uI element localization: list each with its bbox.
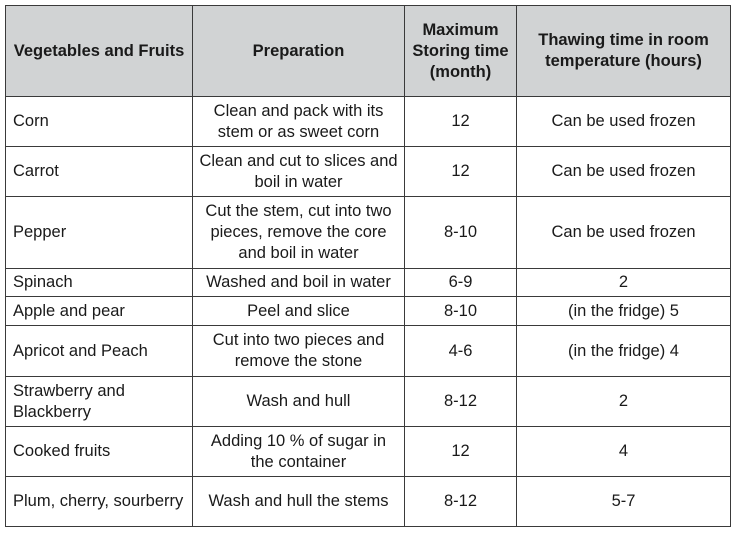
preparation-cell: Cut into two pieces and remove the stone xyxy=(193,326,405,377)
item-cell: Strawberry and Blackberry xyxy=(6,377,193,427)
thawing-time-cell: 4 xyxy=(517,427,731,477)
storing-time-cell: 4-6 xyxy=(405,326,517,377)
storing-time-cell: 12 xyxy=(405,427,517,477)
preparation-cell: Wash and hull the stems xyxy=(193,477,405,527)
storing-time-cell: 12 xyxy=(405,147,517,197)
preparation-cell: Washed and boil in water xyxy=(193,269,405,297)
storing-time-cell: 6-9 xyxy=(405,269,517,297)
storage-table xyxy=(5,5,731,527)
storing-time-cell: 12 xyxy=(405,97,517,147)
preparation-cell: Peel and slice xyxy=(193,297,405,326)
preparation-cell: Clean and cut to slices and boil in water xyxy=(193,147,405,197)
item-cell: Apple and pear xyxy=(6,297,193,326)
table-row xyxy=(6,297,731,326)
item-cell: Corn xyxy=(6,97,193,147)
item-cell: Pepper xyxy=(6,197,193,269)
thawing-time-cell: Can be used frozen xyxy=(517,147,731,197)
thawing-time-cell: Can be used frozen xyxy=(517,97,731,147)
table-row xyxy=(6,269,731,297)
header-row xyxy=(6,6,731,97)
header-max-storing-time: Maximum Storing time (month) xyxy=(405,6,517,97)
thawing-time-cell: 5-7 xyxy=(517,477,731,527)
storing-time-cell: 8-12 xyxy=(405,477,517,527)
table-row xyxy=(6,477,731,527)
preparation-cell: Wash and hull xyxy=(193,377,405,427)
item-cell: Plum, cherry, sourberry xyxy=(6,477,193,527)
item-cell: Carrot xyxy=(6,147,193,197)
thawing-time-cell: 2 xyxy=(517,377,731,427)
storing-time-cell: 8-10 xyxy=(405,197,517,269)
table-row xyxy=(6,197,731,269)
thawing-time-cell: 2 xyxy=(517,269,731,297)
thawing-time-cell: (in the fridge) 4 xyxy=(517,326,731,377)
thawing-time-cell: Can be used frozen xyxy=(517,197,731,269)
header-vegetables-fruits: Vegetables and Fruits xyxy=(6,6,193,97)
storing-time-cell: 8-12 xyxy=(405,377,517,427)
table-row xyxy=(6,147,731,197)
table-row xyxy=(6,97,731,147)
item-cell: Cooked fruits xyxy=(6,427,193,477)
thawing-time-cell: (in the fridge) 5 xyxy=(517,297,731,326)
item-cell: Apricot and Peach xyxy=(6,326,193,377)
storing-time-cell: 8-10 xyxy=(405,297,517,326)
item-cell: Spinach xyxy=(6,269,193,297)
table-row xyxy=(6,326,731,377)
table-row xyxy=(6,427,731,477)
header-preparation: Preparation xyxy=(193,6,405,97)
preparation-cell: Adding 10 % of sugar in the container xyxy=(193,427,405,477)
preparation-cell: Clean and pack with its stem or as sweet corn xyxy=(193,97,405,147)
table-row xyxy=(6,377,731,427)
preparation-cell: Cut the stem, cut into two pieces, remove the core and boil in water xyxy=(193,197,405,269)
header-thawing-time: Thawing time in room temperature (hours) xyxy=(517,6,731,97)
